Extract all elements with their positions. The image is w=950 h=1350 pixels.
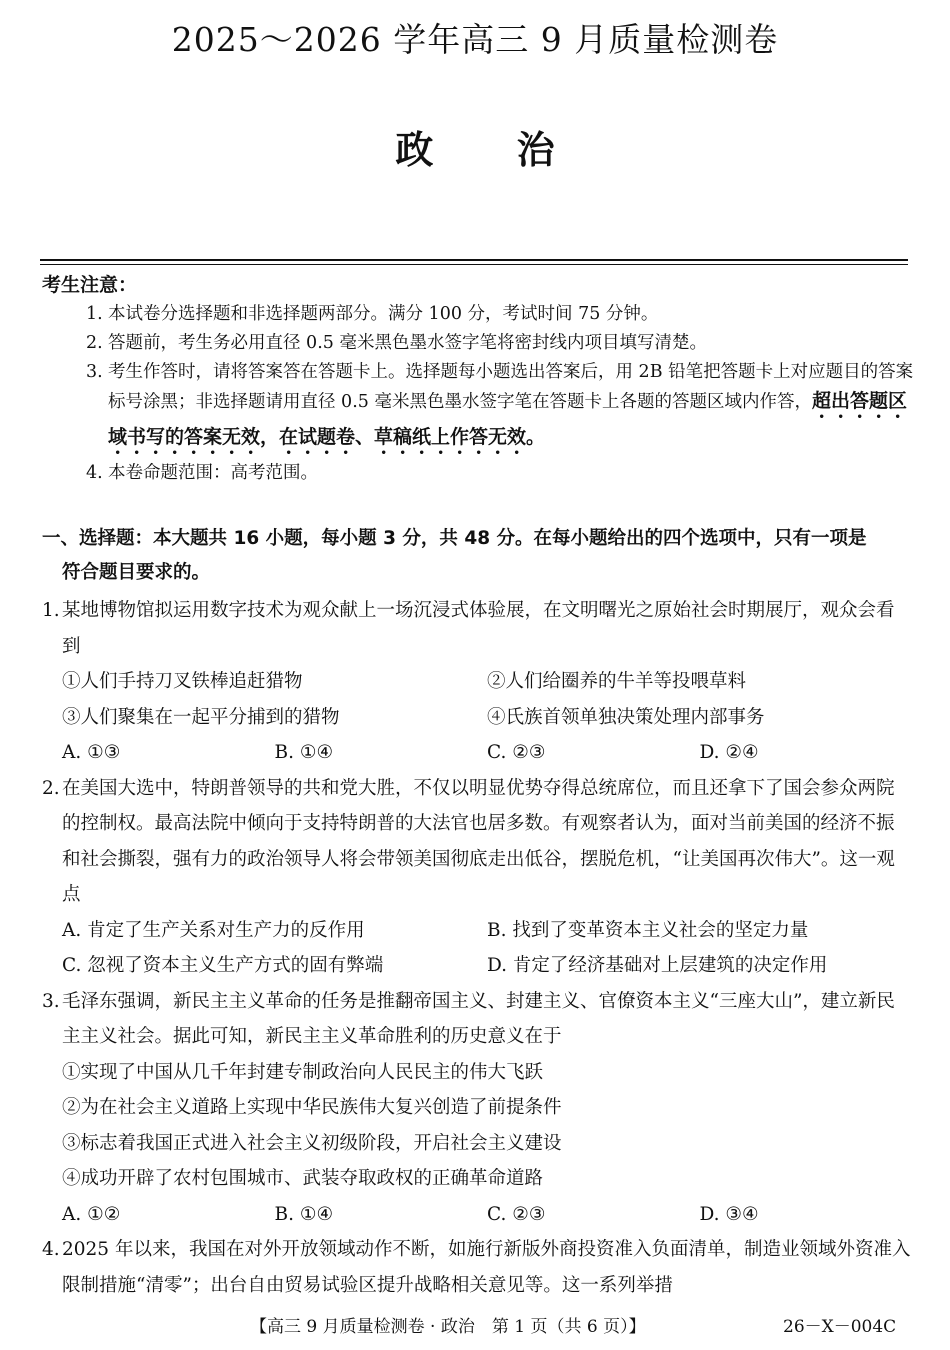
statement: ④成功开辟了农村包围城市、武装夺取政权的正确革命道路: [62, 1168, 544, 1189]
question-stem: [42, 771, 912, 913]
statement: ②人们给圈养的牛羊等投喂草料: [487, 671, 747, 692]
footer-page-info: 【高三 9 月质量检测卷 · 政治 第 1 页（共 6 页）】: [250, 1317, 646, 1337]
choice-option: B. ①④: [274, 742, 334, 763]
header-divider-thick: [40, 259, 908, 261]
exam-title: 2025～2026 学年高三 9 月质量检测卷: [171, 20, 779, 59]
statement-row: [42, 700, 912, 736]
notice-item-text: 本试卷分选择题和非选择题两部分。满分 100 分，考试时间 75 分钟。: [108, 304, 659, 324]
section-heading-line: 一、选择题：本大题共 16 小题，每小题 3 分，共 48 分。在每小题给出的四个选项中，只有一项是: [42, 528, 867, 549]
choice-option: A. 肯定了生产关系对生产力的反作用: [62, 919, 365, 941]
notice-item-text: 考生作答时，请将答案答在答题卡上。选择题每小题选出答案后，用 2B 铅笔把答题卡上对应题目的答案标号涂黑；非选择题请用直径 0.5 毫米黑色墨水签字笔在答题卡上各题的答题区域内作答，: [108, 362, 914, 412]
notice-list: [86, 300, 916, 488]
choice-option: C. 忽视了资本主义生产方式的固有弊端: [62, 955, 384, 976]
section-heading: [42, 522, 912, 590]
question-stem: [42, 1232, 912, 1303]
choice-option: A. ①③: [62, 742, 121, 763]
choice-option: D. ③④: [699, 1203, 759, 1225]
choice-option: B. 找到了变革资本主义社会的坚定力量: [487, 919, 809, 941]
question-text: 某地博物馆拟运用数字技术为观众献上一场沉浸式体验展，在文明曙光之原始社会时期展厅，观众会看到: [62, 600, 895, 657]
subject-title: 政 治: [395, 128, 555, 172]
question-list: [42, 593, 912, 1303]
choice-option: D. 肯定了经济基础对上层建筑的决定作用: [487, 955, 828, 976]
notice-item: [86, 300, 916, 329]
notice-item-text: 答题前，考生务必用直径 0.5 毫米黑色墨水签字笔将密封线内项目填写清楚。: [108, 333, 707, 353]
notice-item-number: 2.: [86, 333, 103, 353]
statement-row: [42, 664, 912, 700]
choice-row: [42, 735, 912, 771]
choice-row: [42, 1197, 912, 1233]
question-number: 3.: [42, 990, 60, 1012]
choice-option: C. ②③: [487, 742, 546, 763]
notice-title: 考生注意：: [42, 274, 138, 296]
question-text: 毛泽东强调，新民主主义革命的任务是推翻帝国主义、封建主义、官僚资本主义“三座大山”，建立新民主主义社会。据此可知，新民主主义革命胜利的历史意义在于: [62, 990, 895, 1047]
statement: ③人们聚集在一起平分捕到的猎物: [62, 706, 340, 728]
question-number: 2.: [42, 777, 60, 799]
statement: ①人们手持刀叉铁棒追赶猎物: [62, 671, 303, 692]
notice-emphasis-text: 超出答题区域书写的答案无效，在试题卷、草稿纸上作答无效。: [108, 390, 907, 448]
statement: ④氏族首领单独决策处理内部事务: [487, 706, 765, 728]
notice-item: [86, 329, 916, 358]
choice-option: D. ②④: [699, 742, 759, 763]
notice-item: [86, 358, 916, 459]
notice-item-number: 4.: [86, 463, 103, 483]
notice-item: [86, 459, 916, 488]
footer-exam-code: 26－X－004C: [783, 1317, 897, 1337]
statement: ②为在社会主义道路上实现中华民族伟大复兴创造了前提条件: [62, 1097, 562, 1118]
choice-row: [42, 948, 912, 984]
section-heading-line: 符合题目要求的。: [62, 562, 211, 583]
choice-row: [42, 913, 912, 949]
notice-item-number: 1.: [86, 304, 103, 324]
statement: ①实现了中国从几千年封建专制政治向人民民主的伟大飞跃: [62, 1061, 544, 1083]
question-number: 1.: [42, 600, 60, 621]
header-divider-thin: [40, 264, 908, 265]
notice-item-number: 3.: [86, 362, 103, 382]
notice-item-text: 本卷命题范围：高考范围。: [108, 463, 318, 483]
question-stem: [42, 593, 912, 664]
choice-option: A. ①②: [62, 1203, 121, 1225]
question-number: 4.: [42, 1239, 60, 1260]
question-text: 2025 年以来，我国在对外开放领域动作不断，如施行新版外商投资准入负面清单，制造业领域外资准入限制措施“清零”；出台自由贸易试验区提升战略相关意见等。这一系列举措: [62, 1239, 911, 1296]
question-text: 在美国大选中，特朗普领导的共和党大胜，不仅以明显优势夺得总统席位，而且还拿下了国会参众两院的控制权。最高法院中倾向于支持特朗普的大法官也居多数。有观察者认为，面对当前美国的经济不振和社会撕裂，强有力的政治领导人将会带领美国彻底走出低谷，摆脱危机，“让美国再次伟大”。这一观点: [62, 777, 895, 905]
question-stem: [42, 984, 912, 1055]
choice-option: B. ①④: [274, 1203, 334, 1225]
statement: ③标志着我国正式进入社会主义初级阶段，开启社会主义建设: [62, 1132, 562, 1154]
choice-option: C. ②③: [487, 1203, 546, 1225]
